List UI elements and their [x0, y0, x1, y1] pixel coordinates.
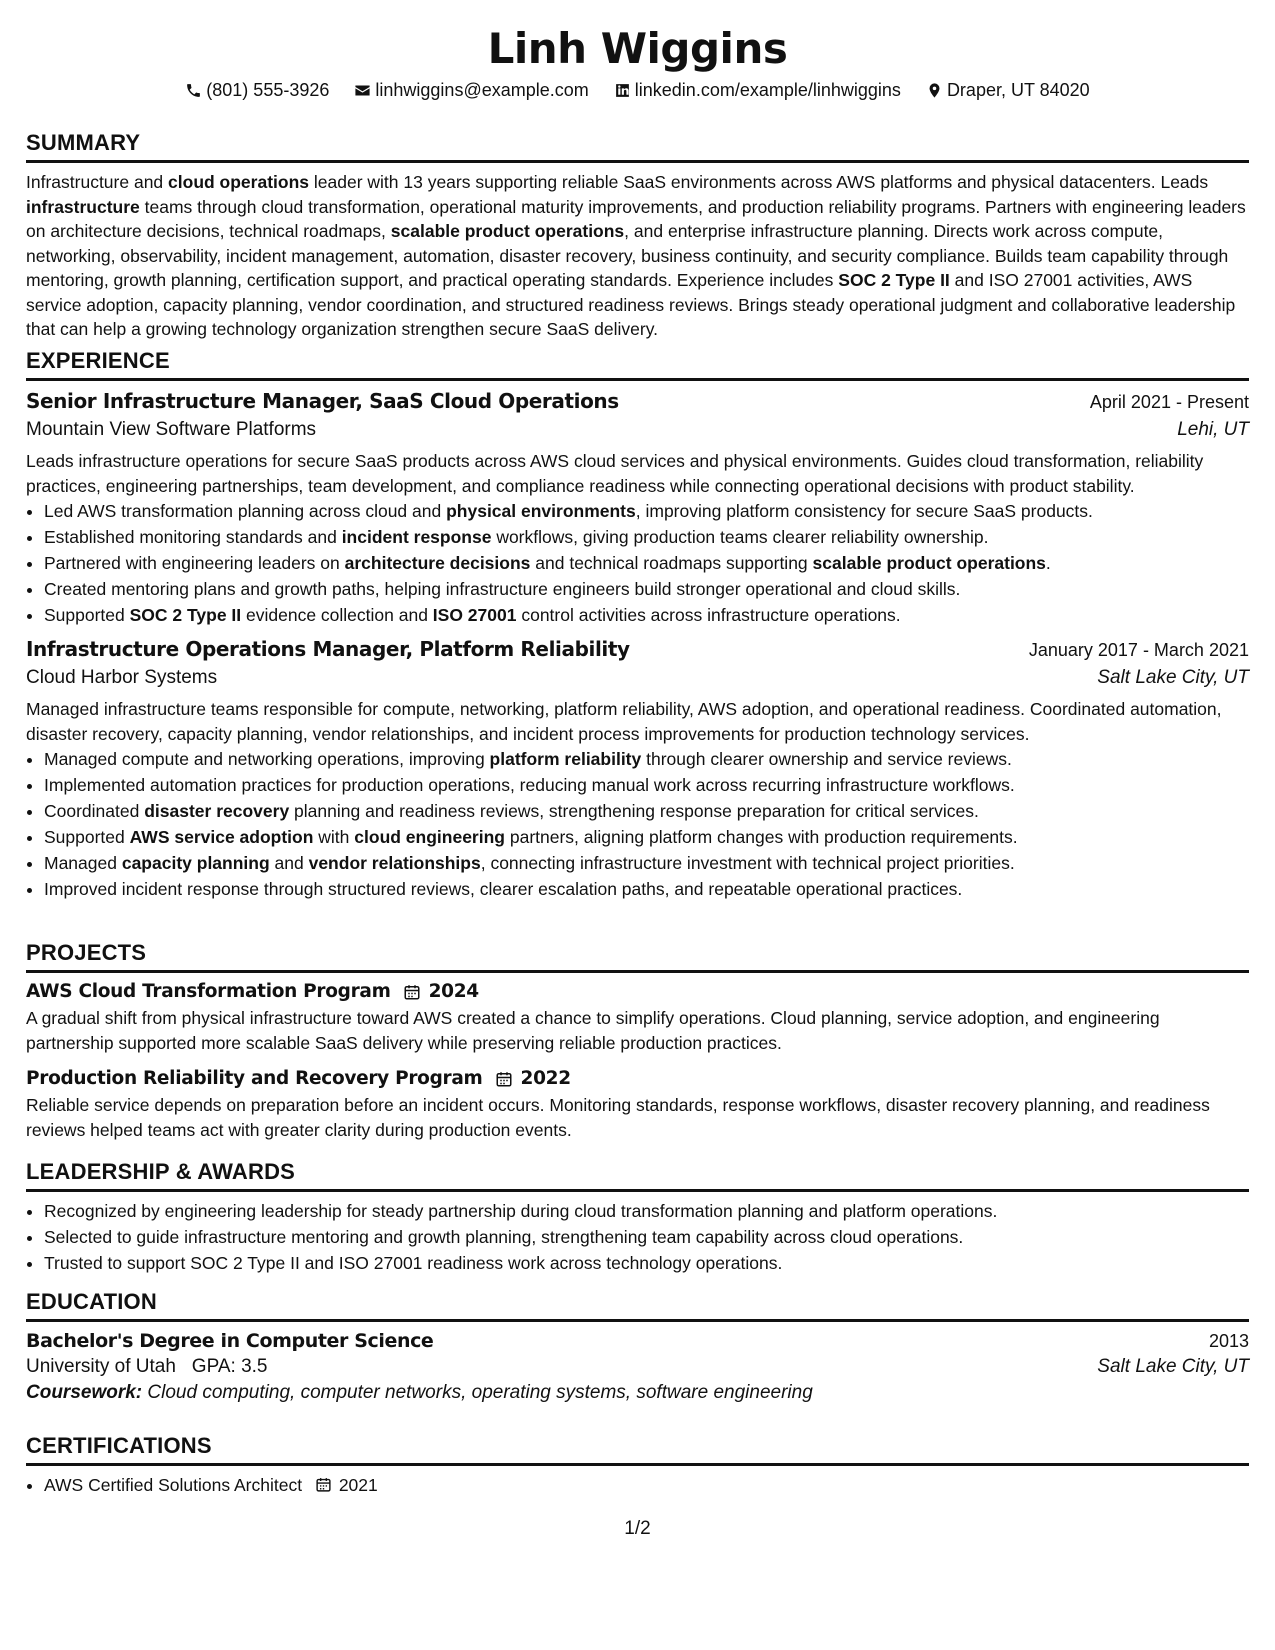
emphasis-text: vendor relationships: [308, 853, 481, 873]
phone-icon: [185, 82, 202, 99]
emphasis-text: capacity planning: [121, 853, 270, 873]
section-title-leadership: LEADERSHIP & AWARDS: [26, 1159, 1249, 1192]
cert-year: 2021: [338, 1475, 378, 1495]
contact-linkedin[interactable]: [614, 80, 901, 101]
section-title-summary: SUMMARY: [26, 130, 1249, 163]
emphasis-text: architecture decisions: [344, 553, 531, 573]
list-item: • Recognized by engineering leadership for steady partnership during cloud transformation planning and platform operations.: [44, 1198, 1249, 1224]
list-item: • Supported SOC 2 Type II evidence collection and ISO 27001 control activities across infrastructure operations.: [44, 602, 1249, 628]
candidate-name: Linh Wiggins: [487, 24, 788, 73]
emphasis-text: disaster recovery: [144, 801, 290, 821]
job-entry: [26, 389, 1249, 628]
list-item: • Improved incident response through structured reviews, clearer escalation paths, and repeatable operational practices.: [44, 876, 1249, 902]
education-location: Salt Lake City, UT: [1097, 1356, 1249, 1377]
school-name: University of Utah: [26, 1356, 176, 1377]
list-item: • Supported AWS service adoption with cloud engineering partners, aligning platform changes with production requirements.: [44, 824, 1249, 850]
leadership-list: [26, 1198, 1249, 1276]
job-description: Leads infrastructure operations for secure SaaS products across AWS cloud services and physical environments. Guides cloud transformation, reliability practices, engineering partnerships, team development, and compliance readiness while connecting operational decisions with product stability.: [26, 451, 1204, 496]
education-year: 2013: [1208, 1331, 1249, 1351]
emphasis-text: SOC 2 Type II: [838, 270, 950, 290]
section-title-experience: EXPERIENCE: [26, 348, 1249, 381]
project-entry: [26, 981, 1249, 1055]
emphasis-text: scalable product operations: [812, 553, 1046, 573]
emphasis-text: platform reliability: [489, 749, 642, 769]
certifications-section: [26, 1433, 1249, 1498]
map-pin-icon: [926, 82, 943, 99]
list-item: • Trusted to support SOC 2 Type II and ISO 27001 readiness work across technology operations.: [44, 1250, 1249, 1276]
coursework: [26, 1382, 1249, 1404]
job-description: Managed infrastructure teams responsible for compute, networking, platform reliability, AWS adoption, and operational readiness. Coordinated automation, disaster recovery, capacity planning, vendor relationships, and incident process improvements for production technology services.: [26, 699, 1222, 744]
project-name: Production Reliability and Recovery Program: [26, 1068, 483, 1089]
page-number: 1/2: [624, 1518, 651, 1539]
section-title-education: EDUCATION: [26, 1289, 1249, 1322]
contact-phone: [185, 80, 329, 101]
list-item: • Established monitoring standards and incident response workflows, giving production teams clearer reliability ownership.: [44, 524, 1249, 550]
emphasis-text: scalable product operations: [390, 221, 625, 241]
job-location: Salt Lake City, UT: [1097, 667, 1249, 688]
linkedin-icon: [614, 82, 631, 99]
calendar-icon: [403, 983, 421, 1001]
list-item: • Implemented automation practices for production operations, reducing manual work across recurring infrastructure workflows.: [44, 772, 1249, 798]
section-title-certifications: CERTIFICATIONS: [26, 1433, 1249, 1466]
emphasis-text: cloud operations: [168, 172, 310, 192]
job-title: Infrastructure Operations Manager, Platform Reliability: [26, 637, 630, 661]
envelope-icon: [354, 82, 371, 99]
contact-location: [926, 80, 1090, 101]
gpa: GPA: 3.5: [191, 1356, 268, 1377]
list-item: [44, 1472, 1249, 1498]
leadership-section: [26, 1159, 1249, 1276]
job-location: Lehi, UT: [1177, 419, 1249, 440]
list-item: • Partnered with engineering leaders on architecture decisions and technical roadmaps supporting scalable product operations.: [44, 550, 1249, 576]
calendar-icon: [315, 1476, 332, 1493]
project-entry: [26, 1068, 1249, 1142]
phone-text: (801) 555-3926: [206, 80, 330, 100]
emphasis-text: ISO 27001: [432, 605, 517, 625]
emphasis-text: incident response: [341, 527, 492, 547]
project-description: Reliable service depends on preparation before an incident occurs. Monitoring standards, response workflows, disaster recovery planning, and readiness reviews helped teams act with greater clarity during production events.: [26, 1095, 1210, 1140]
job-title: Senior Infrastructure Manager, SaaS Cloud Operations: [26, 389, 619, 413]
list-item: • Coordinated disaster recovery planning and readiness reviews, strengthening response preparation for critical services.: [44, 798, 1249, 824]
list-item: • Managed capacity planning and vendor relationships, connecting infrastructure investment with technical project priorities.: [44, 850, 1249, 876]
list-item: • Created mentoring plans and growth paths, helping infrastructure engineers build stronger operational and cloud skills.: [44, 576, 1249, 602]
job-company: Mountain View Software Platforms: [26, 419, 317, 440]
cert-name: AWS Certified Solutions Architect: [44, 1475, 303, 1495]
education-section: [26, 1289, 1249, 1404]
degree-title: Bachelor's Degree in Computer Science: [26, 1330, 434, 1352]
job-bullets: [26, 498, 1249, 628]
job-dates: April 2021 - Present: [1089, 392, 1249, 412]
project-name: AWS Cloud Transformation Program: [26, 981, 391, 1002]
linkedin-link[interactable]: linkedin.com/example/linhwiggins: [634, 80, 901, 100]
project-description: A gradual shift from physical infrastructure toward AWS created a chance to simplify operations. Cloud planning, service adoption, and engineering partnership supported more scalable SaaS delivery while preserving reliable production practices.: [26, 1008, 1160, 1053]
emphasis-text: cloud engineering: [354, 827, 505, 847]
job-entry: [26, 637, 1249, 902]
list-item: • Selected to guide infrastructure mentoring and growth planning, strengthening team capability across cloud operations.: [44, 1224, 1249, 1250]
coursework-text: Cloud computing, computer networks, operating systems, software engineering: [147, 1382, 813, 1403]
emphasis-text: physical environments: [446, 501, 636, 521]
job-company: Cloud Harbor Systems: [26, 667, 218, 688]
project-year: 2022: [520, 1068, 571, 1089]
emphasis-text: SOC 2 Type II: [129, 605, 242, 625]
experience-section: [26, 348, 1249, 902]
summary-text: Infrastructure and cloud operations leader with 13 years supporting reliable SaaS environments across AWS platforms and physical datacenters. Leads infrastructure teams through cloud transformation, operational maturity improvements, and production reliability programs. Partners with engineering leaders on architecture decisions, technical roadmaps, scalable product operations, and enterprise infrastructure planning. Directs work across compute, networking, observability, incident management, automation, disaster recovery, business continuity, and security compliance. Builds team capability through mentoring, growth planning, certification support, and practical operating standards. Experience includes SOC 2 Type II and ISO 27001 activities, AWS service adoption, capacity planning, vendor coordination, and structured readiness reviews. Brings steady operational judgment and collaborative leadership that can help a growing technology organization strengthen secure SaaS delivery.: [26, 172, 1246, 339]
emphasis-text: AWS service adoption: [129, 827, 314, 847]
coursework-label: Coursework:: [26, 1382, 143, 1403]
emphasis-text: infrastructure: [26, 196, 140, 217]
location-text: Draper, UT 84020: [946, 80, 1090, 100]
project-year: 2024: [428, 981, 479, 1002]
contact-email[interactable]: [354, 80, 588, 101]
projects-section: [26, 940, 1249, 1142]
job-bullets: [26, 746, 1249, 902]
contact-bar: [26, 80, 1249, 104]
summary-section: [26, 130, 1249, 342]
email-link[interactable]: linhwiggins@example.com: [375, 80, 589, 100]
job-dates: January 2017 - March 2021: [1028, 640, 1249, 660]
list-item: • Led AWS transformation planning across cloud and physical environments, improving platform consistency for secure SaaS products.: [44, 498, 1249, 524]
section-title-projects: PROJECTS: [26, 940, 1249, 973]
certifications-list: [26, 1472, 1249, 1498]
calendar-icon: [495, 1070, 513, 1088]
list-item: • Managed compute and networking operations, improving platform reliability through clearer ownership and service reviews.: [44, 746, 1249, 772]
